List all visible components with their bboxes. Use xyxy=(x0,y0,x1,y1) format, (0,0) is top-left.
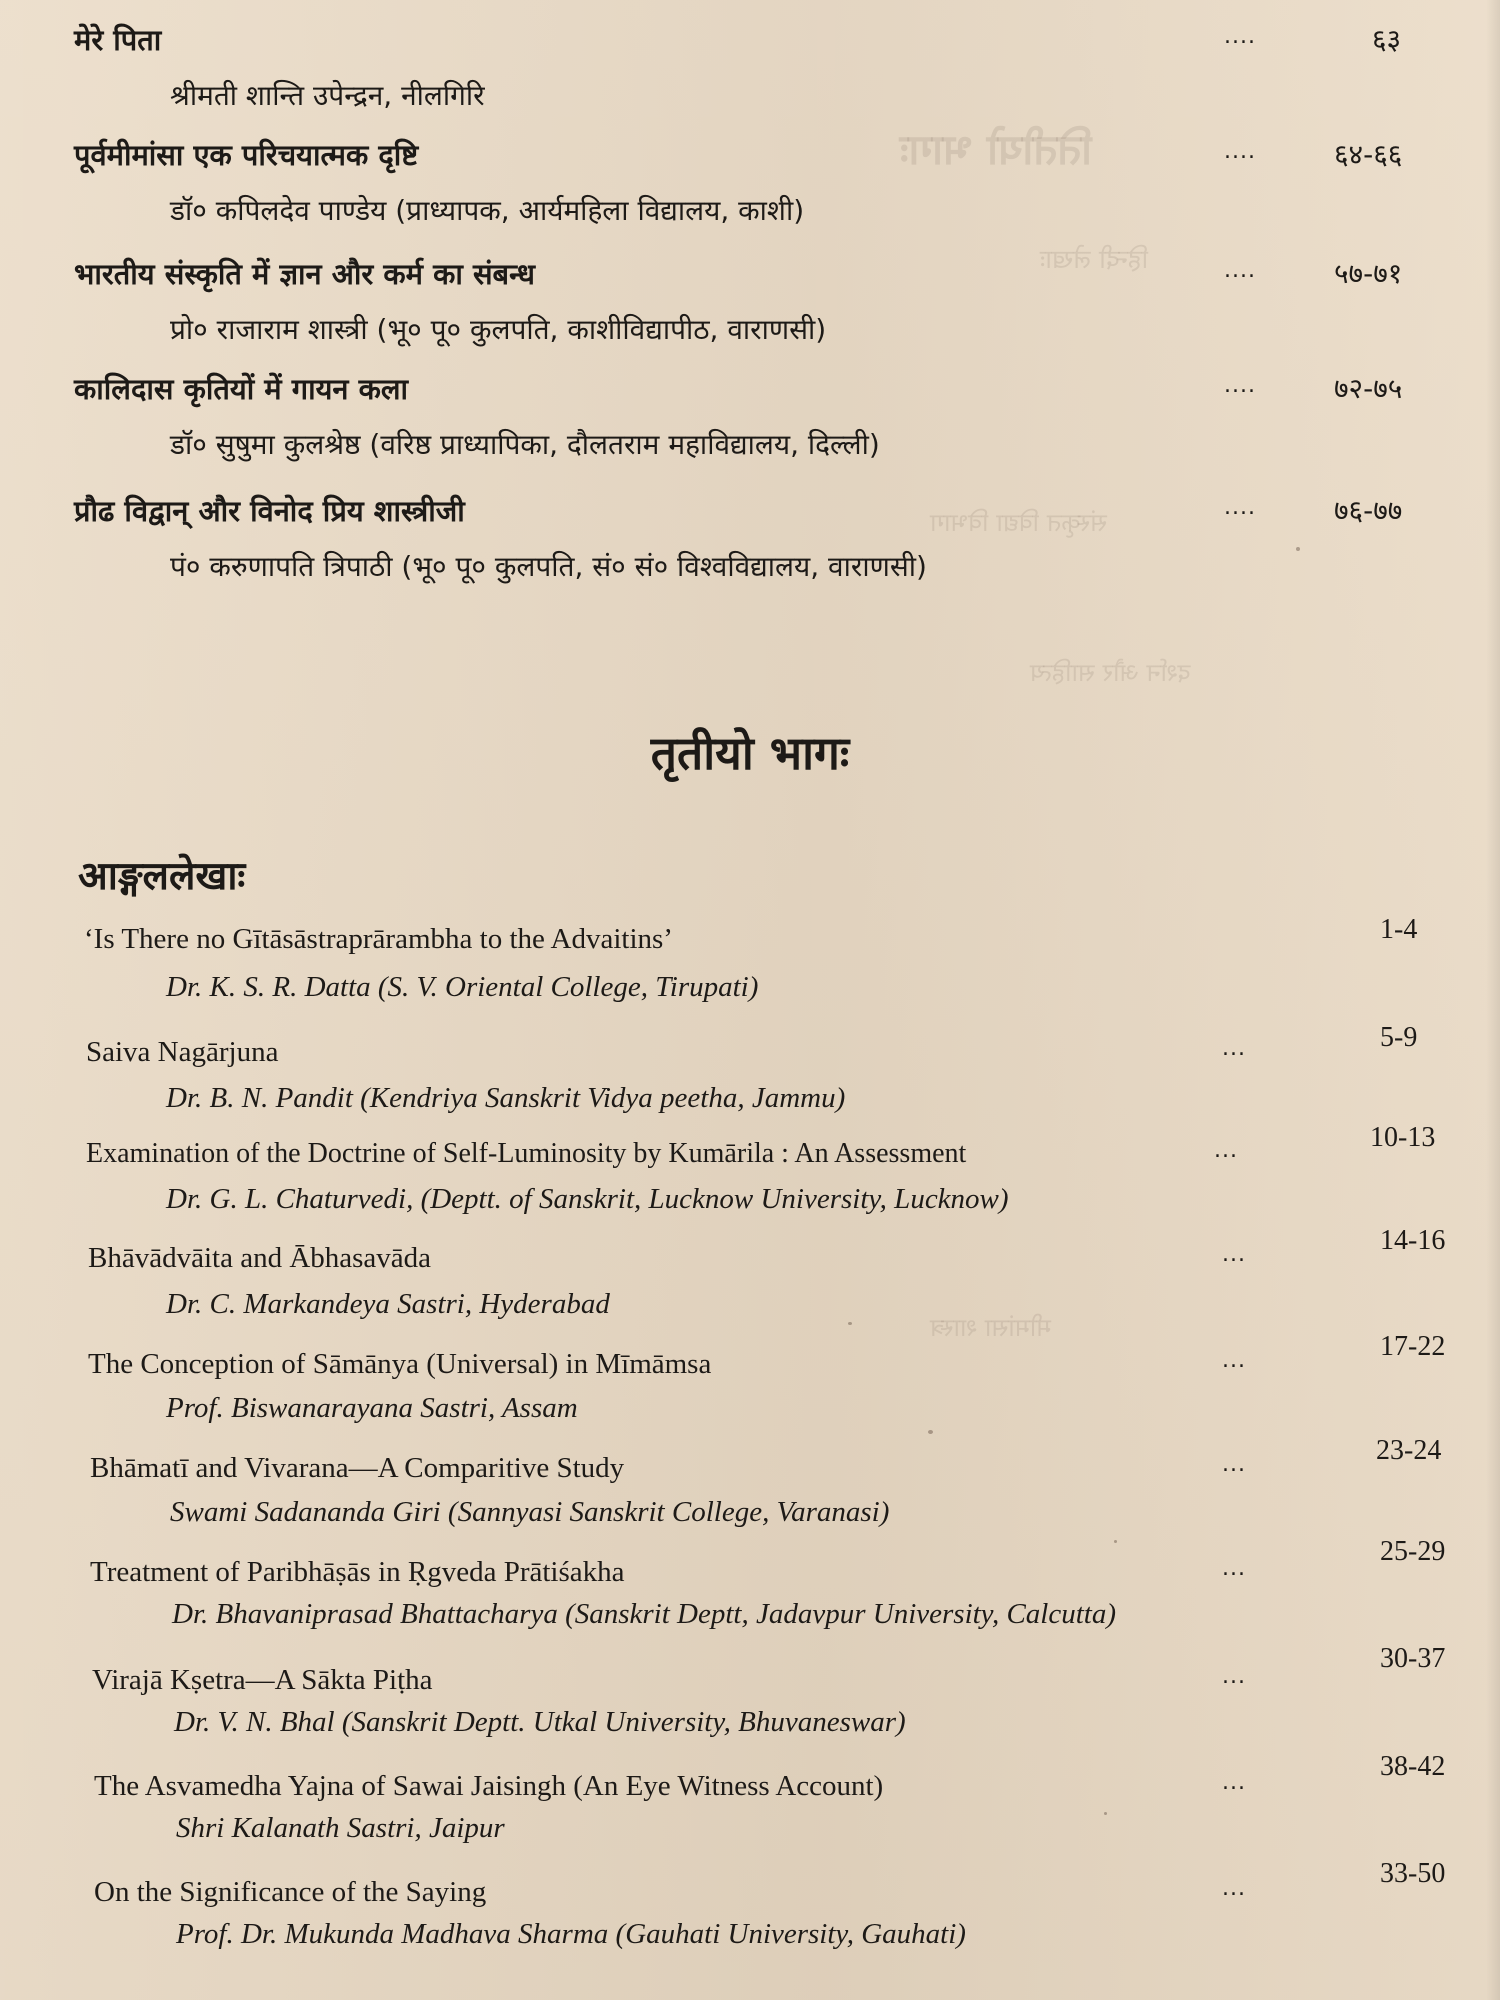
entry-page-number: 10-13 xyxy=(1370,1122,1436,1153)
entry-author: डॉ० सुषुमा कुलश्रेष्ठ (वरिष्ठ प्राध्यापिका, दौलतराम महाविद्यालय, दिल्ली) xyxy=(170,428,880,461)
entry-author: Dr. G. L. Chaturvedi, (Deptt. of Sanskrit, Lucknow University, Lucknow) xyxy=(166,1183,1009,1215)
paper-speck xyxy=(1114,1540,1117,1543)
entry-title: कालिदास कृतियों में गायन कला xyxy=(74,372,409,406)
leader-dots: ... xyxy=(1222,1770,1246,1795)
entry-author: Dr. K. S. R. Datta (S. V. Oriental College, Tirupati) xyxy=(166,971,759,1003)
bleed-through-decoration: संस्कृत विद्या विभाग xyxy=(930,508,1108,537)
entry-page-number: ६४-६६ xyxy=(1334,138,1403,171)
entry-author: प्रो० राजाराम शास्त्री (भू० पू० कुलपति, काशीविद्यापीठ, वाराणसी) xyxy=(170,313,827,346)
entry-title: ‘Is There no Gītāsāstraprārambha to the Advaitins’ xyxy=(84,923,673,955)
entry-page-number: 25-29 xyxy=(1380,1536,1446,1567)
bleed-through-decoration: तितीयो भागः xyxy=(900,125,1093,174)
entry-title: मेरे पिता xyxy=(74,23,162,57)
leader-dots: .... xyxy=(1224,24,1256,49)
entry-title: प्रौढ विद्वान् और विनोद प्रिय शास्त्रीजी xyxy=(74,494,465,528)
entry-author: Dr. Bhavaniprasad Bhattacharya (Sanskrit Deptt, Jadavpur University, Calcutta) xyxy=(172,1598,1117,1630)
entry-page-number: ७२-७५ xyxy=(1334,372,1403,405)
entry-title: The Conception of Sāmānya (Universal) in Mīmāmsa xyxy=(88,1348,712,1380)
entry-page-number: 38-42 xyxy=(1380,1751,1446,1782)
leader-dots: .... xyxy=(1224,495,1256,520)
entry-page-number: 14-16 xyxy=(1380,1225,1446,1256)
paper-speck xyxy=(1104,1812,1107,1815)
leader-dots: .... xyxy=(1224,258,1256,283)
entry-author: श्रीमती शान्ति उपेन्द्रन, नीलगिरि xyxy=(170,79,485,112)
entry-page-number: ६३ xyxy=(1372,23,1402,56)
leader-dots: ... xyxy=(1222,1036,1246,1061)
entry-author: Prof. Dr. Mukunda Madhava Sharma (Gauhati University, Gauhati) xyxy=(176,1918,966,1950)
entry-author: Dr. C. Markandeya Sastri, Hyderabad xyxy=(166,1288,610,1320)
leader-dots: ... xyxy=(1222,1664,1246,1689)
leader-dots: ... xyxy=(1222,1242,1246,1267)
entry-title: भारतीय संस्कृति में ज्ञान और कर्म का संबन्ध xyxy=(74,257,535,291)
leader-dots: .... xyxy=(1224,139,1256,164)
leader-dots: ... xyxy=(1222,1452,1246,1477)
leader-dots: ... xyxy=(1222,1556,1246,1581)
entry-title: Examination of the Doctrine of Self-Luminosity by Kumārila : An Assessment xyxy=(86,1138,967,1169)
leader-dots: ... xyxy=(1222,1876,1246,1901)
page-edge-shadow xyxy=(1486,0,1500,2000)
bleed-through-decoration: हिन्दी लेखाः xyxy=(1040,245,1149,275)
paper-speck xyxy=(848,1322,852,1325)
bleed-through-decoration: मीमांसा शास्त्र xyxy=(930,1313,1052,1342)
leader-dots: .... xyxy=(1224,373,1256,398)
paper-speck xyxy=(928,1430,933,1434)
entry-author: पं० करुणापति त्रिपाठी (भू० पू० कुलपति, सं० सं० विश्वविद्यालय, वाराणसी) xyxy=(170,550,927,583)
entry-title: The Asvamedha Yajna of Sawai Jaisingh (An Eye Witness Account) xyxy=(94,1770,884,1802)
entry-page-number: 30-37 xyxy=(1380,1643,1446,1674)
entry-title: पूर्वमीमांसा एक परिचयात्मक दृष्टि xyxy=(74,138,419,172)
entry-title: Treatment of Paribhāṣās in Ṛgveda Prātiśakha xyxy=(90,1556,625,1588)
paper-speck xyxy=(1296,547,1300,551)
entry-title: On the Significance of the Saying xyxy=(94,1876,487,1908)
entry-author: Prof. Biswanarayana Sastri, Assam xyxy=(166,1392,578,1424)
entry-page-number: 23-24 xyxy=(1376,1435,1442,1466)
entry-author: डॉ० कपिलदेव पाण्डेय (प्राध्यापक, आर्यमहिला विद्यालय, काशी) xyxy=(170,194,805,227)
entry-author: Shri Kalanath Sastri, Jaipur xyxy=(176,1812,505,1844)
entry-title: Bhāmatī and Vivarana—A Comparitive Study xyxy=(90,1452,625,1484)
subheading: आङ्गललेखाः xyxy=(78,854,246,899)
entry-title: Saiva Nagārjuna xyxy=(86,1036,279,1068)
entry-page-number: 5-9 xyxy=(1380,1022,1418,1053)
leader-dots: ... xyxy=(1222,1348,1246,1373)
entry-page-number: 1-4 xyxy=(1380,914,1418,945)
entry-author: Dr. V. N. Bhal (Sanskrit Deptt. Utkal University, Bhuvaneswar) xyxy=(174,1706,906,1738)
entry-page-number: ५७-७१ xyxy=(1334,257,1403,290)
entry-author: Dr. B. N. Pandit (Kendriya Sanskrit Vidya peetha, Jammu) xyxy=(166,1082,846,1114)
entry-page-number: ७६-७७ xyxy=(1334,494,1403,527)
section-heading: तृतीयो भागः xyxy=(650,726,850,780)
entry-author: Swami Sadananda Giri (Sannyasi Sanskrit College, Varanasi) xyxy=(170,1496,890,1528)
entry-page-number: 17-22 xyxy=(1380,1331,1446,1362)
leader-dots: ... xyxy=(1214,1138,1238,1163)
bleed-through-decoration: दर्शन और साहित्य xyxy=(1030,658,1191,687)
entry-title: Bhāvādvāita and Ābhasavāda xyxy=(88,1242,432,1274)
entry-page-number: 33-50 xyxy=(1380,1858,1446,1889)
entry-title: Virajā Kṣetra—A Sākta Piṭha xyxy=(92,1664,433,1696)
